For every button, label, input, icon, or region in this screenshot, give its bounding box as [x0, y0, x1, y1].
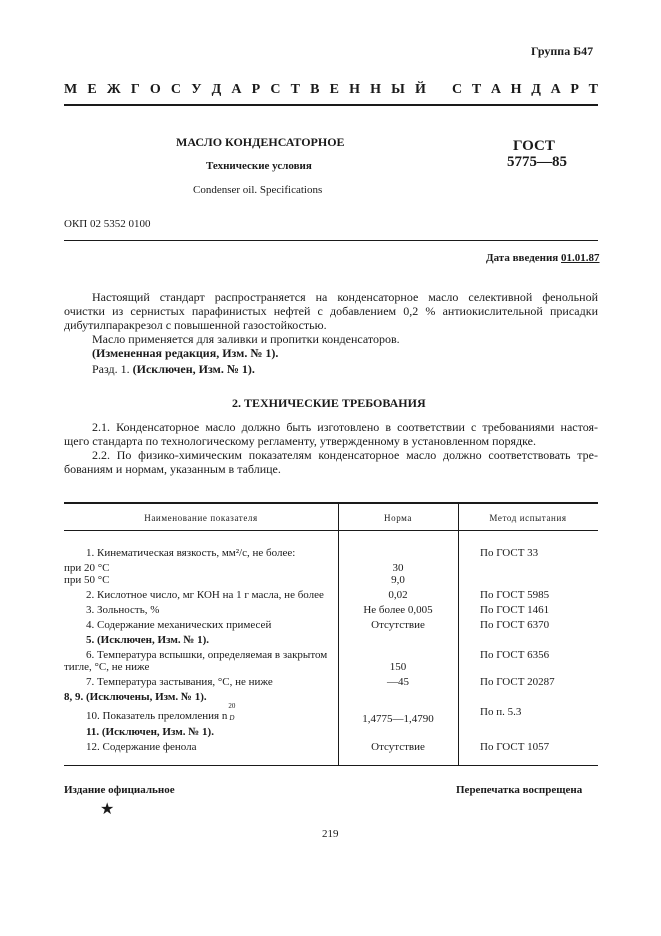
row-3-norm: Не более 0,005	[363, 604, 433, 616]
title-name: МАСЛО КОНДЕНСАТОРНОЕ	[176, 135, 345, 149]
row-6-name: 6. Температура вспышки, определяемая в закрытом	[86, 649, 328, 661]
group-code: Группа Б47	[531, 44, 594, 58]
row-1-method: По ГОСТ 33	[480, 547, 539, 559]
section1-excluded: (Исключен, Изм. № 1).	[132, 362, 255, 376]
row-2-method: По ГОСТ 5985	[480, 589, 550, 601]
standard-type-word-1: М Е Ж Г О С У Д А Р С Т В Е Н Н Ы Й	[64, 82, 426, 97]
gost-label: ГОСТ	[513, 138, 555, 154]
section1-note	[92, 362, 255, 377]
table-header-norm: Норма	[384, 513, 412, 523]
row-7-method: По ГОСТ 20287	[480, 676, 555, 688]
row-1b-norm: 9,0	[391, 574, 405, 586]
p21-line-1: 2.1. Конденсаторное масло должно быть изготовлено в соответствии с требованиями настоя-	[92, 420, 598, 434]
table-col-divider-2	[458, 503, 459, 765]
row-10-label: 10. Показатель преломления n	[86, 710, 228, 722]
header-rule	[64, 104, 598, 106]
okp-code: ОКП 02 5352 0100	[64, 218, 151, 230]
p22-line-2: бованиям и нормам, указанным в таблице.	[64, 462, 281, 476]
star-icon: ★	[100, 799, 115, 818]
intro-line-2: очистки из сернистых парафинистых нефтей с добавлением 0,2 % антиокислительной присадки	[64, 304, 598, 318]
row-2-name: 2. Кислотное число, мг КОН на 1 г масла, не более	[86, 589, 324, 601]
intro-line-1: Настоящий стандарт распространяется на конденсаторное масло селективной фенольной	[92, 290, 598, 304]
row-1a-name: при 20 °С	[64, 562, 110, 574]
title-english: Condenser oil. Specifications	[193, 184, 323, 196]
title-subtitle: Технические условия	[206, 160, 312, 172]
table-header-rule	[64, 530, 598, 531]
intro-paragraph	[64, 290, 598, 360]
row-3-method: По ГОСТ 1461	[480, 604, 550, 616]
row-11-name: 11. (Исключен, Изм. № 1).	[86, 726, 214, 738]
intro-line-3: дибутилпаракрезол с повышенной газостойкостью.	[64, 318, 327, 332]
row-12-name: 12. Содержание фенола	[86, 741, 197, 753]
page-number: 219	[322, 828, 339, 840]
row-10-method: По п. 5.3	[480, 706, 522, 718]
standard-type	[64, 82, 598, 98]
refraction-sub: D	[229, 714, 235, 722]
section2-heading: 2. ТЕХНИЧЕСКИЕ ТРЕБОВАНИЯ	[232, 396, 426, 410]
row-1b-name: при 50 °С	[64, 574, 110, 586]
row-12-method: По ГОСТ 1057	[480, 741, 550, 753]
row-5-name: 5. (Исключен, Изм. № 1).	[86, 634, 210, 646]
intro-date	[486, 252, 600, 264]
row-4-name: 4. Содержание механических примесей	[86, 619, 272, 631]
p22-line-1: 2.2. По физико-химическим показателям конденсаторное масло должно соответствовать тре-	[92, 448, 598, 462]
table-header-name: Наименование показателя	[144, 513, 258, 523]
table-col-divider-1	[338, 503, 339, 765]
row-1a-norm: 30	[392, 562, 404, 574]
reprint-prohibited: Перепечатка воспрещена	[456, 784, 583, 796]
table-bottom-rule	[64, 765, 598, 766]
row-6b-name: тигле, °С, не ниже	[64, 661, 150, 673]
row-1-name: 1. Кинематическая вязкость, мм²/с, не более:	[86, 547, 296, 559]
row-4-norm: Отсутствие	[371, 619, 425, 631]
row-3-name: 3. Зольность, %	[86, 604, 160, 616]
intro-date-label: Дата введения	[486, 252, 559, 264]
table-header-method: Метод испытания	[489, 513, 567, 523]
refraction-sup: 20	[228, 702, 236, 710]
row-4-method: По ГОСТ 6370	[480, 619, 550, 631]
p21-line-2: щего стандарта по технологическому регламенту, утвержденному в установленном порядке.	[64, 434, 536, 448]
row-10-norm: 1,4775—1,4790	[362, 713, 434, 725]
row-12-norm: Отсутствие	[371, 741, 425, 753]
okp-rule	[64, 240, 598, 241]
row-6-norm: 150	[389, 661, 407, 673]
gost-number: 5775—85	[507, 154, 567, 170]
intro-amendment: (Измененная редакция, Изм. № 1).	[92, 346, 279, 360]
intro-date-value: 01.01.87	[561, 252, 600, 264]
table-top-rule	[64, 502, 598, 504]
edition-official: Издание официальное	[64, 784, 175, 796]
row-6-method: По ГОСТ 6356	[480, 649, 550, 661]
row-10-name	[86, 702, 237, 722]
row-7-name: 7. Температура застывания, °С, не ниже	[86, 676, 273, 688]
intro-usage: Масло применяется для заливки и пропитки конденсаторов.	[92, 332, 400, 346]
row-7-norm: —45	[387, 676, 409, 688]
section2-paragraphs	[64, 420, 598, 476]
section1-prefix: Разд. 1.	[92, 362, 130, 376]
standard-type-word-2: С Т А Н Д А Р Т	[452, 82, 598, 97]
row-2-norm: 0,02	[388, 589, 408, 601]
row-8-9-name: 8, 9. (Исключены, Изм. № 1).	[64, 691, 207, 703]
